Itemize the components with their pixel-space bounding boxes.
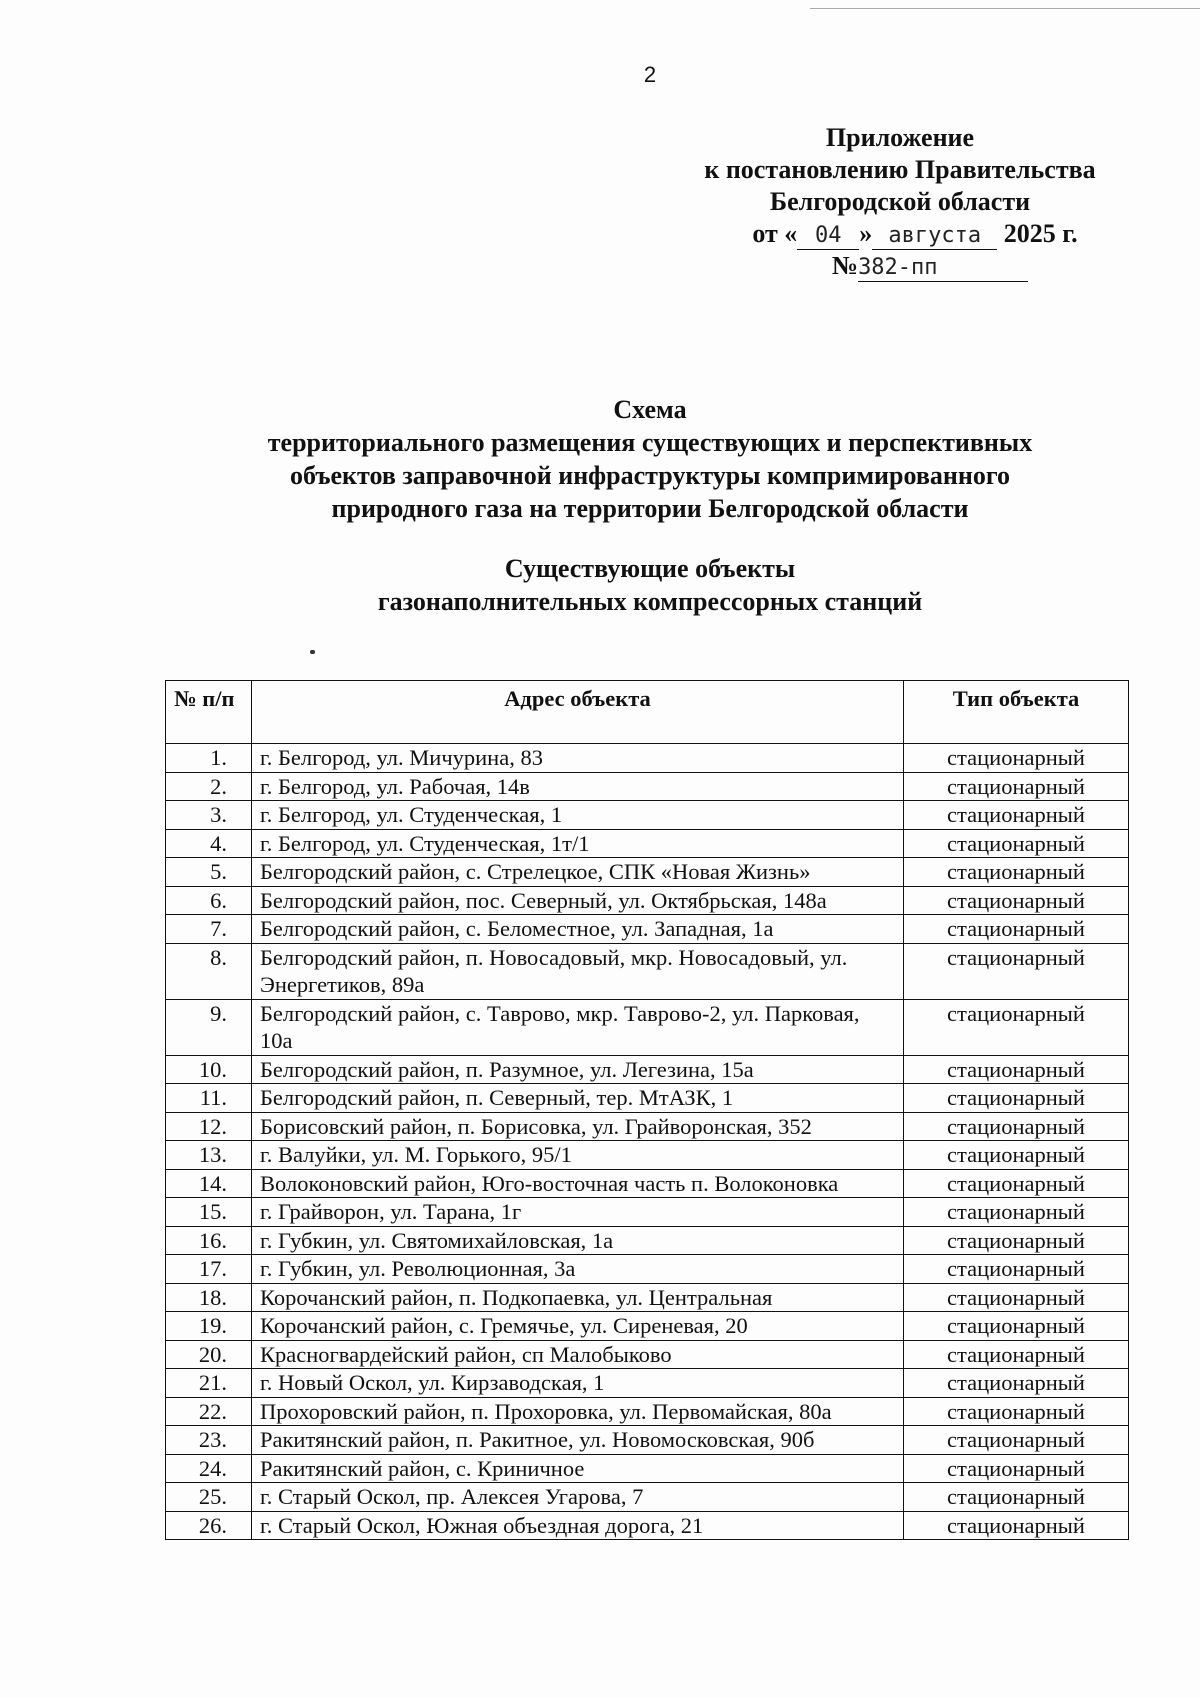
table-row [166, 999, 1129, 1055]
row-address: Красногвардейский район, сп Малобыково [252, 1340, 904, 1369]
row-type: стационарный [904, 999, 1129, 1055]
appendix-line-region: Белгородской области [769, 187, 1031, 216]
table-row [166, 1426, 1129, 1455]
row-number: 8. [166, 943, 252, 999]
row-type: стационарный [904, 1483, 1129, 1512]
row-number: 10. [166, 1055, 252, 1084]
row-type: стационарный [904, 1141, 1129, 1170]
row-type: стационарный [904, 801, 1129, 830]
row-address: г. Губкин, ул. Святомихайловская, 1а [252, 1226, 904, 1255]
row-address: Волоконовский район, Юго-восточная часть п. Волоконовка [252, 1169, 904, 1198]
title-line-1: Схема [613, 395, 687, 424]
table-row [166, 1369, 1129, 1398]
table-row [166, 1055, 1129, 1084]
row-number: 14. [166, 1169, 252, 1198]
row-address: Белгородский район, с. Беломестное, ул. Западная, 1а [252, 915, 904, 944]
stations-table [165, 680, 1129, 1540]
row-number: 19. [166, 1312, 252, 1341]
row-type: стационарный [904, 1511, 1129, 1540]
row-address: Белгородский район, п. Новосадовый, мкр. Новосадовый, ул. Энергетиков, 89а [252, 943, 904, 999]
table-row [166, 1084, 1129, 1113]
row-type: стационарный [904, 858, 1129, 887]
subtitle-line-2: газонаполнительных компрессорных станций [377, 587, 923, 616]
row-type: стационарный [904, 1340, 1129, 1369]
row-address: г. Белгород, ул. Рабочая, 14в [252, 772, 904, 801]
row-number: 5. [166, 858, 252, 887]
row-address: Ракитянский район, п. Ракитное, ул. Новомосковская, 90б [252, 1426, 904, 1455]
title-line-4: природного газа на территории Белгородской области [331, 494, 969, 523]
row-type: стационарный [904, 1312, 1129, 1341]
top-edge-line [810, 8, 1200, 9]
row-number: 3. [166, 801, 252, 830]
row-number: 26. [166, 1511, 252, 1540]
row-number: 4. [166, 829, 252, 858]
row-address: Борисовский район, п. Борисовка, ул. Грайворонская, 352 [252, 1112, 904, 1141]
row-type: стационарный [904, 886, 1129, 915]
row-type: стационарный [904, 1055, 1129, 1084]
row-number: 18. [166, 1283, 252, 1312]
date-month: августа [872, 223, 997, 250]
scan-speck [310, 650, 315, 654]
row-address: г. Старый Оскол, Южная объездная дорога, 21 [252, 1511, 904, 1540]
row-number: 13. [166, 1141, 252, 1170]
row-type: стационарный [904, 1426, 1129, 1455]
table-row [166, 1340, 1129, 1369]
table-row [166, 1169, 1129, 1198]
row-address: Белгородский район, п. Разумное, ул. Легезина, 15а [252, 1055, 904, 1084]
table-row [166, 1397, 1129, 1426]
row-number: 17. [166, 1255, 252, 1284]
row-number: 24. [166, 1454, 252, 1483]
table-row [166, 1283, 1129, 1312]
table-body [166, 744, 1129, 1540]
row-address: Корочанский район, с. Гремячье, ул. Сиреневая, 20 [252, 1312, 904, 1341]
row-number: 20. [166, 1340, 252, 1369]
date-day: 04 [797, 223, 859, 250]
table-header-row [166, 681, 1129, 744]
title-line-3: объектов заправочной инфраструктуры компримированного [290, 461, 1010, 490]
table-row [166, 858, 1129, 887]
appendix-date [660, 218, 1140, 250]
document-title [150, 393, 1150, 525]
row-address: г. Валуйки, ул. М. Горького, 95/1 [252, 1141, 904, 1170]
table-row [166, 915, 1129, 944]
appendix-header [660, 122, 1140, 282]
row-address: Белгородский район, пос. Северный, ул. Октябрьская, 148а [252, 886, 904, 915]
table-row [166, 744, 1129, 773]
document-number: 382-пп [858, 255, 1028, 282]
table-row [166, 886, 1129, 915]
row-address: г. Грайворон, ул. Тарана, 1г [252, 1198, 904, 1227]
row-type: стационарный [904, 829, 1129, 858]
row-number: 15. [166, 1198, 252, 1227]
table-row [166, 772, 1129, 801]
row-number: 6. [166, 886, 252, 915]
row-type: стационарный [904, 772, 1129, 801]
row-number: 25. [166, 1483, 252, 1512]
appendix-title: Приложение [825, 123, 975, 152]
table-row [166, 1312, 1129, 1341]
page-number: 2 [643, 62, 657, 87]
row-type: стационарный [904, 1169, 1129, 1198]
section-title [150, 552, 1150, 618]
date-year: 2025 г. [1003, 219, 1078, 248]
row-address: Белгородский район, п. Северный, тер. МтАЗК, 1 [252, 1084, 904, 1113]
row-number: 1. [166, 744, 252, 773]
row-address: г. Белгород, ул. Студенческая, 1т/1 [252, 829, 904, 858]
row-address: Ракитянский район, с. Криничное [252, 1454, 904, 1483]
header-type: Тип объекта [904, 681, 1129, 744]
row-type: стационарный [904, 744, 1129, 773]
row-address: Прохоровский район, п. Прохоровка, ул. Первомайская, 80а [252, 1397, 904, 1426]
table-row [166, 1511, 1129, 1540]
header-number: № п/п [166, 681, 252, 744]
row-address: г. Новый Оскол, ул. Кирзаводская, 1 [252, 1369, 904, 1398]
row-address: г. Белгород, ул. Мичурина, 83 [252, 744, 904, 773]
row-type: стационарный [904, 1397, 1129, 1426]
row-type: стационарный [904, 943, 1129, 999]
table-row [166, 801, 1129, 830]
appendix-line-resolution: к постановлению Правительства [704, 155, 1096, 184]
row-number: 22. [166, 1397, 252, 1426]
header-address: Адрес объекта [252, 681, 904, 744]
row-number: 23. [166, 1426, 252, 1455]
row-address: г. Старый Оскол, пр. Алексея Угарова, 7 [252, 1483, 904, 1512]
subtitle-line-1: Существующие объекты [504, 554, 796, 583]
table-row [166, 1483, 1129, 1512]
row-type: стационарный [904, 1198, 1129, 1227]
title-line-2: территориального размещения существующих и перспективных [267, 428, 1033, 457]
appendix-number [660, 250, 1140, 282]
row-type: стационарный [904, 915, 1129, 944]
row-type: стационарный [904, 1454, 1129, 1483]
table-row [166, 1112, 1129, 1141]
date-prefix: от « [752, 219, 798, 248]
table-row [166, 1141, 1129, 1170]
date-mid: » [859, 219, 873, 248]
table-row [166, 943, 1129, 999]
row-number: 21. [166, 1369, 252, 1398]
row-number: 2. [166, 772, 252, 801]
table-row [166, 1454, 1129, 1483]
row-number: 7. [166, 915, 252, 944]
row-address: Корочанский район, п. Подкопаевка, ул. Центральная [252, 1283, 904, 1312]
row-type: стационарный [904, 1226, 1129, 1255]
row-address: Белгородский район, с. Таврово, мкр. Таврово-2, ул. Парковая, 10а [252, 999, 904, 1055]
row-type: стационарный [904, 1283, 1129, 1312]
row-type: стационарный [904, 1084, 1129, 1113]
table-row [166, 1226, 1129, 1255]
row-address: г. Белгород, ул. Студенческая, 1 [252, 801, 904, 830]
row-number: 11. [166, 1084, 252, 1113]
table-row [166, 1198, 1129, 1227]
row-address: Белгородский район, с. Стрелецкое, СПК «Новая Жизнь» [252, 858, 904, 887]
table-row [166, 1255, 1129, 1284]
row-address: г. Губкин, ул. Революционная, 3а [252, 1255, 904, 1284]
row-type: стационарный [904, 1369, 1129, 1398]
row-number: 16. [166, 1226, 252, 1255]
row-type: стационарный [904, 1255, 1129, 1284]
row-number: 9. [166, 999, 252, 1055]
table-row [166, 829, 1129, 858]
number-prefix: № [831, 251, 859, 280]
row-number: 12. [166, 1112, 252, 1141]
row-type: стационарный [904, 1112, 1129, 1141]
